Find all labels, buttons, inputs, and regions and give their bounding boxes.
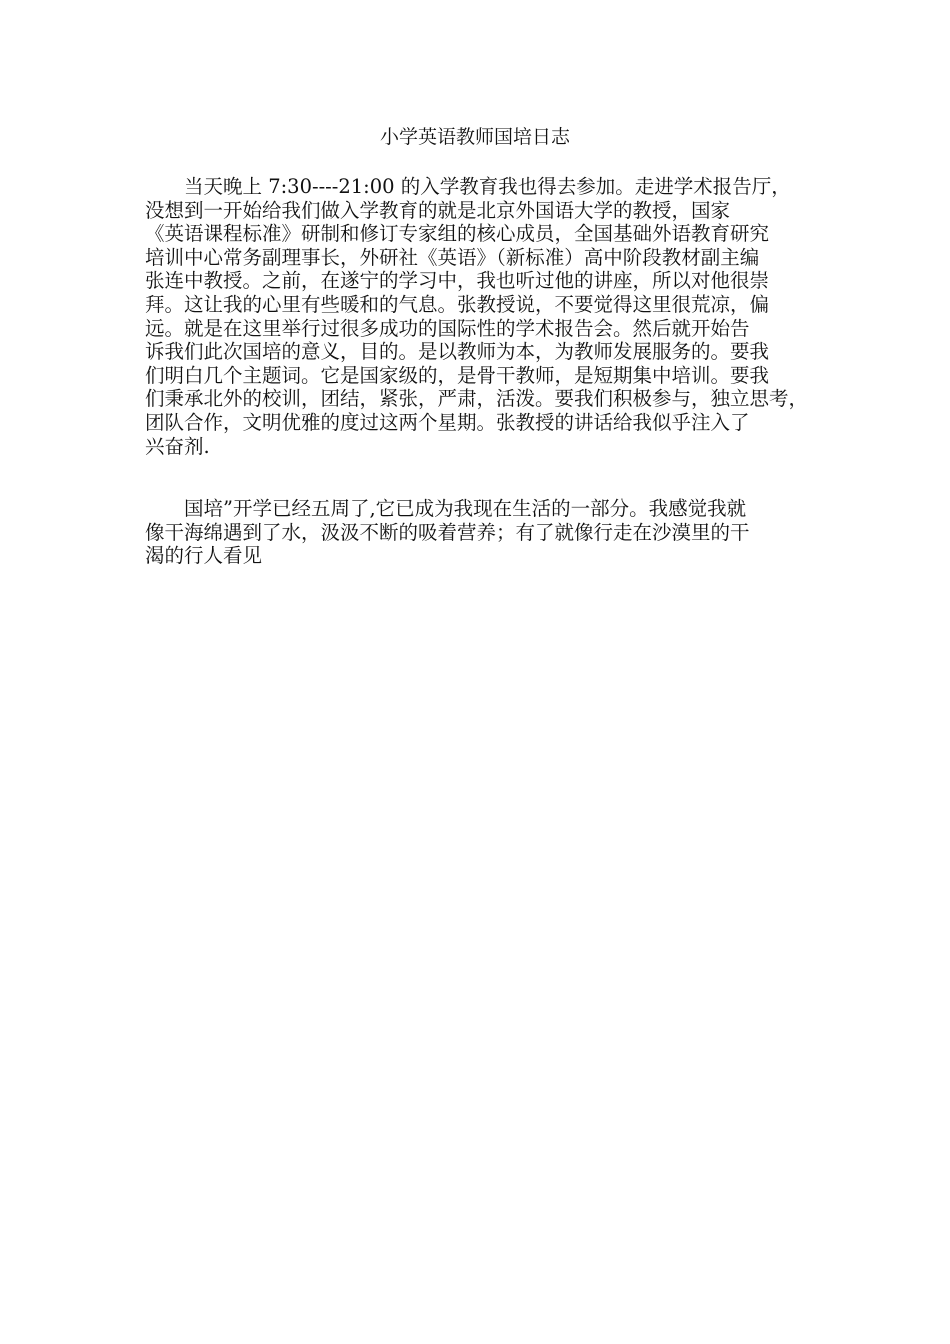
paragraph-line: 们明白几个主题词。它是国家级的，是骨干教师，是短期集中培训。要我 (145, 363, 770, 387)
paragraph-line: 国培”开学已经五周了,它已成为我现在生活的一部分。我感觉我就 (184, 497, 747, 520)
paragraph-line: 渴的行人看见 (145, 544, 263, 568)
paragraph-line: 《英语课程标准》研制和修订专家组的核心成员，全国基础外语教育研究 (145, 222, 770, 246)
paragraph-line: 团队合作，文明优雅的度过这两个星期。张教授的讲话给我似乎注入了 (145, 410, 750, 434)
document-title: 小学英语教师国培日志 (379, 126, 570, 148)
paragraph-line: 当天晚上 7:30----21:00 的入学教育我也得去参加。走进学术报告厅， (184, 175, 791, 198)
paragraph-line: 们秉承北外的校训，团结，紧张，严肃，活泼。要我们积极参与，独立思考， (145, 387, 809, 411)
paragraph-line: 远。就是在这里举行过很多成功的国际性的学术报告会。然后就开始告 (145, 316, 750, 340)
paragraph-line: 像干海绵遇到了水，汲汲不断的吸着营养；有了就像行走在沙漠里的干 (145, 520, 750, 544)
paragraph-2 (145, 497, 810, 568)
paragraph-line: 诉我们此次国培的意义，目的。是以教师为本，为教师发展服务的。要我 (145, 340, 770, 364)
paragraph-line: 培训中心常务副理事长，外研社《英语》（新标准）高中阶段教材副主编 (145, 245, 760, 269)
paragraph-line: 张连中教授。之前，在遂宁的学习中，我也听过他的讲座，所以对他很崇 (145, 269, 770, 293)
paragraph-line: 兴奋剂. (145, 434, 210, 458)
paragraph-line: 没想到一开始给我们做入学教育的就是北京外国语大学的教授，国家 (145, 198, 731, 222)
paragraph-1 (145, 175, 810, 458)
paragraph-line: 拜。这让我的心里有些暖和的气息。张教授说，不要觉得这里很荒凉，偏 (145, 292, 770, 316)
